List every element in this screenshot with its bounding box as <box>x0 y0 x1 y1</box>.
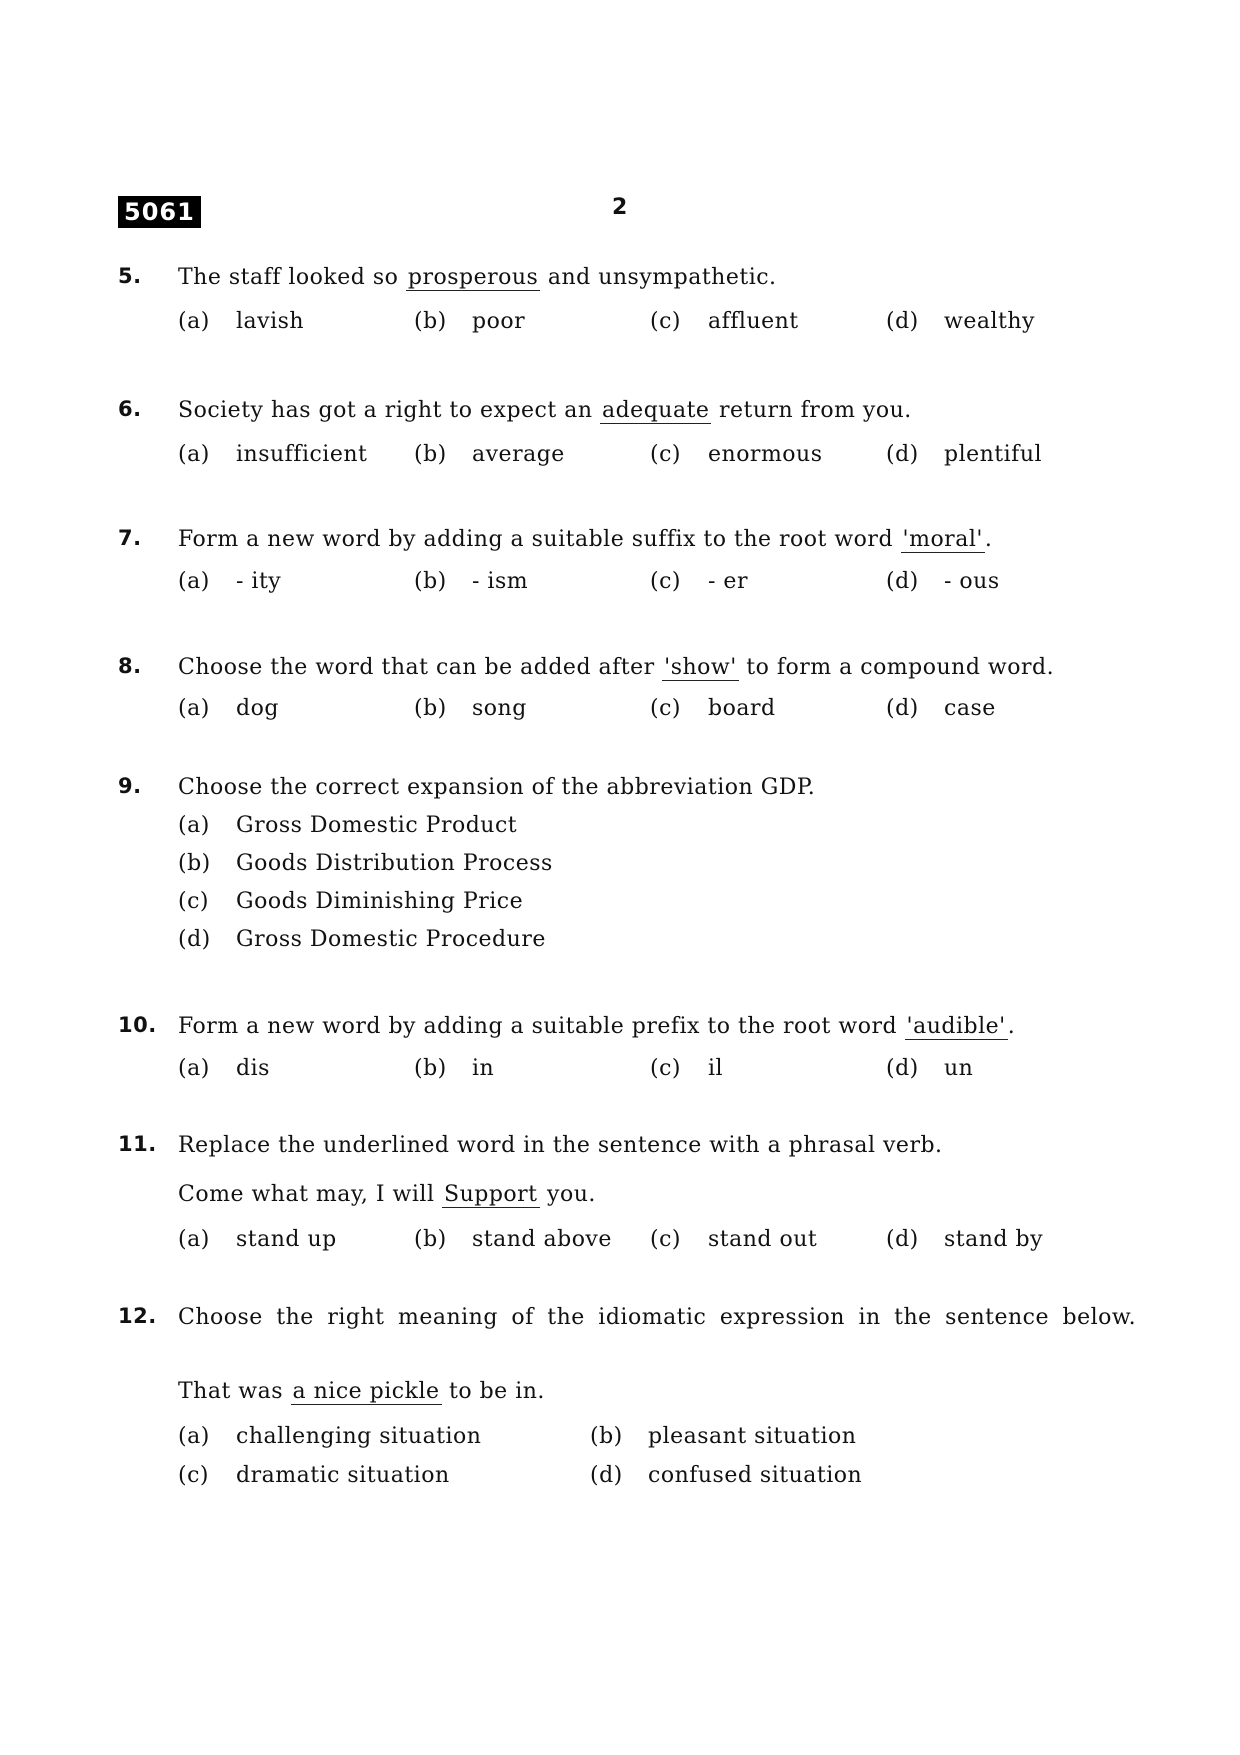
underlined-word: adequate <box>601 398 710 423</box>
question-text-post: . <box>1007 1014 1016 1039</box>
question-number: 6. <box>118 397 142 421</box>
option-a: (a) - ity <box>178 569 282 594</box>
options-list <box>178 813 553 973</box>
question-text-pre: Form a new word by adding a suitable suffix to the root word <box>178 527 894 552</box>
question-text-pre: The staff looked so <box>178 265 399 290</box>
example-sentence <box>178 1378 1138 1405</box>
option-d: (d) - ous <box>886 569 1000 594</box>
option-d: (d) plentiful <box>886 442 1043 467</box>
option-a: (a) dis <box>178 1056 270 1081</box>
question-text-pre: Form a new word by adding a suitable prefix to the root word <box>178 1014 898 1039</box>
question-number: 7. <box>118 526 142 550</box>
option-b: (b) song <box>414 696 527 721</box>
option-b: (b) stand above <box>414 1227 612 1252</box>
example-sentence <box>178 1181 1138 1208</box>
option-a: (a) dog <box>178 696 279 721</box>
question-number: 10. <box>118 1013 157 1037</box>
question-text-pre: Society has got a right to expect an <box>178 398 593 423</box>
question-text-post: return from you. <box>718 398 912 423</box>
underlined-word: 'show' <box>664 655 737 680</box>
underlined-phrase: a nice pickle <box>292 1379 440 1404</box>
option-c: (c) - er <box>650 569 748 594</box>
question-text <box>178 1013 1138 1040</box>
page-number: 2 <box>612 195 628 220</box>
underlined-word: Support <box>444 1182 538 1207</box>
option-c: (c) enormous <box>650 442 823 467</box>
sentence-post: you. <box>547 1182 596 1207</box>
option-d: (d) un <box>886 1056 974 1081</box>
question-text-post: to form a compound word. <box>746 655 1055 680</box>
option-c: (c) dramatic situation <box>178 1463 450 1488</box>
option-b: (b) average <box>414 442 565 467</box>
option-d: (d) case <box>886 696 996 721</box>
question-text <box>178 264 1138 291</box>
option-d: (d) stand by <box>886 1227 1044 1252</box>
option-a: (a) Gross Domestic Product <box>178 813 518 838</box>
option-b: (b) in <box>414 1056 495 1081</box>
question-number: 5. <box>118 264 142 288</box>
option-c: (c) board <box>650 696 776 721</box>
option-a: (a) challenging situation <box>178 1424 482 1449</box>
option-a: (a) stand up <box>178 1227 337 1252</box>
sentence-post: to be in. <box>449 1379 545 1404</box>
options-row-1 <box>178 1424 1078 1454</box>
question-number: 8. <box>118 654 142 678</box>
option-b: (b) poor <box>414 309 526 334</box>
option-b: (b) Goods Distribution Process <box>178 851 553 876</box>
option-d: (d) confused situation <box>590 1463 863 1488</box>
underlined-word: 'audible' <box>906 1014 1006 1039</box>
question-number: 11. <box>118 1132 157 1156</box>
sentence-pre: That was <box>178 1379 284 1404</box>
option-b: (b) pleasant situation <box>590 1424 857 1449</box>
sentence-pre: Come what may, I will <box>178 1182 435 1207</box>
question-text-post: . <box>984 527 993 552</box>
option-a: (a) insufficient <box>178 442 368 467</box>
question-text: Replace the underlined word in the sentence with a phrasal verb. <box>178 1133 943 1158</box>
option-d: (d) wealthy <box>886 309 1035 334</box>
question-text: Choose the correct expansion of the abbreviation GDP. <box>178 775 816 800</box>
question-text <box>178 654 1138 681</box>
underlined-word: prosperous <box>407 265 539 290</box>
option-c: (c) il <box>650 1056 724 1081</box>
question-text <box>178 397 1138 424</box>
question-text: Choose the right meaning of the idiomatic expression in the sentence below. <box>178 1305 1137 1330</box>
question-number: 9. <box>118 774 142 798</box>
question-text <box>178 526 1138 553</box>
question-text-post: and unsympathetic. <box>547 265 777 290</box>
option-c: (c) stand out <box>650 1227 818 1252</box>
option-c: (c) Goods Diminishing Price <box>178 889 524 914</box>
option-d: (d) Gross Domestic Procedure <box>178 927 546 952</box>
options-row-2 <box>178 1463 1078 1493</box>
question-text-pre: Choose the word that can be added after <box>178 655 655 680</box>
option-c: (c) affluent <box>650 309 799 334</box>
page-code-badge: 5061 <box>118 196 201 228</box>
question-number: 12. <box>118 1304 157 1328</box>
option-b: (b) - ism <box>414 569 529 594</box>
underlined-word: 'moral' <box>902 527 983 552</box>
option-a: (a) lavish <box>178 309 305 334</box>
